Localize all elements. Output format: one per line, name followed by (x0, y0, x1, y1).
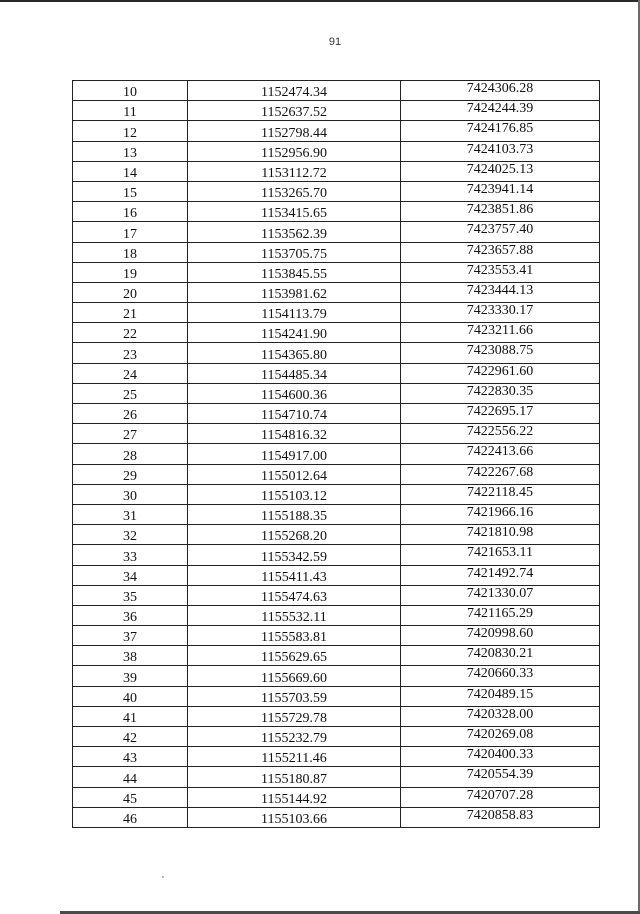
point-number-cell: 15 (73, 181, 188, 201)
x-coordinate-cell: 1155188.35 (188, 504, 401, 524)
point-number-cell: 42 (73, 727, 188, 747)
point-number-cell: 36 (73, 605, 188, 625)
table-row (73, 303, 600, 323)
table-row (73, 202, 600, 222)
table-row (73, 141, 600, 161)
y-coordinate-cell: 7423657.88 (401, 242, 600, 262)
y-coordinate-cell: 7421165.29 (401, 605, 600, 625)
y-coordinate-cell: 7424103.73 (401, 141, 600, 161)
table-row (73, 81, 600, 101)
table-row (73, 181, 600, 201)
point-number-cell: 19 (73, 262, 188, 282)
table-row (73, 343, 600, 363)
table-row (73, 747, 600, 767)
x-coordinate-cell: 1152956.90 (188, 141, 401, 161)
coordinates-table (72, 80, 600, 828)
table-row (73, 787, 600, 807)
point-number-cell: 22 (73, 323, 188, 343)
table-row (73, 706, 600, 726)
table-row (73, 363, 600, 383)
table-row (73, 424, 600, 444)
point-number-cell: 28 (73, 444, 188, 464)
y-coordinate-cell: 7422413.66 (401, 444, 600, 464)
point-number-cell: 10 (73, 81, 188, 101)
x-coordinate-cell: 1154241.90 (188, 323, 401, 343)
x-coordinate-cell: 1152798.44 (188, 121, 401, 141)
y-coordinate-cell: 7420400.33 (401, 747, 600, 767)
point-number-cell: 30 (73, 484, 188, 504)
point-number-cell: 32 (73, 525, 188, 545)
x-coordinate-cell: 1152637.52 (188, 101, 401, 121)
y-coordinate-cell: 7424244.39 (401, 101, 600, 121)
x-coordinate-cell: 1154917.00 (188, 444, 401, 464)
x-coordinate-cell: 1154113.79 (188, 303, 401, 323)
y-coordinate-cell: 7423211.66 (401, 323, 600, 343)
x-coordinate-cell: 1152474.34 (188, 81, 401, 101)
point-number-cell: 44 (73, 767, 188, 787)
point-number-cell: 27 (73, 424, 188, 444)
y-coordinate-cell: 7421810.98 (401, 525, 600, 545)
page-number: 91 (328, 36, 342, 48)
point-number-cell: 31 (73, 504, 188, 524)
table-row (73, 565, 600, 585)
y-coordinate-cell: 7424306.28 (401, 81, 600, 101)
table-row (73, 605, 600, 625)
x-coordinate-cell: 1153705.75 (188, 242, 401, 262)
table-row (73, 121, 600, 141)
table-row (73, 383, 600, 403)
table-row (73, 646, 600, 666)
x-coordinate-cell: 1153845.55 (188, 262, 401, 282)
x-coordinate-cell: 1155012.64 (188, 464, 401, 484)
point-number-cell: 40 (73, 686, 188, 706)
x-coordinate-cell: 1155180.87 (188, 767, 401, 787)
x-coordinate-cell: 1155583.81 (188, 626, 401, 646)
y-coordinate-cell: 7422118.45 (401, 484, 600, 504)
y-coordinate-cell: 7424025.13 (401, 161, 600, 181)
point-number-cell: 20 (73, 282, 188, 302)
y-coordinate-cell: 7423757.40 (401, 222, 600, 242)
point-number-cell: 24 (73, 363, 188, 383)
table-row (73, 242, 600, 262)
table-row (73, 444, 600, 464)
x-coordinate-cell: 1155669.60 (188, 666, 401, 686)
table-row (73, 404, 600, 424)
point-number-cell: 35 (73, 585, 188, 605)
x-coordinate-cell: 1153265.70 (188, 181, 401, 201)
x-coordinate-cell: 1155211.46 (188, 747, 401, 767)
y-coordinate-cell: 7423553.41 (401, 262, 600, 282)
y-coordinate-cell: 7421330.07 (401, 585, 600, 605)
scan-edge-top (0, 0, 640, 2)
x-coordinate-cell: 1155474.63 (188, 585, 401, 605)
y-coordinate-cell: 7422830.35 (401, 383, 600, 403)
table-row (73, 101, 600, 121)
point-number-cell: 34 (73, 565, 188, 585)
y-coordinate-cell: 7420489.15 (401, 686, 600, 706)
y-coordinate-cell: 7423088.75 (401, 343, 600, 363)
x-coordinate-cell: 1155103.12 (188, 484, 401, 504)
x-coordinate-cell: 1155703.59 (188, 686, 401, 706)
table-row (73, 807, 600, 827)
x-coordinate-cell: 1155411.43 (188, 565, 401, 585)
y-coordinate-cell: 7420554.39 (401, 767, 600, 787)
point-number-cell: 23 (73, 343, 188, 363)
table-row (73, 161, 600, 181)
table-row (73, 767, 600, 787)
x-coordinate-cell: 1153415.65 (188, 202, 401, 222)
point-number-cell: 26 (73, 404, 188, 424)
x-coordinate-cell: 1154365.80 (188, 343, 401, 363)
y-coordinate-cell: 7422961.60 (401, 363, 600, 383)
point-number-cell: 17 (73, 222, 188, 242)
table-row (73, 525, 600, 545)
point-number-cell: 45 (73, 787, 188, 807)
x-coordinate-cell: 1155532.11 (188, 605, 401, 625)
y-coordinate-cell: 7420707.28 (401, 787, 600, 807)
x-coordinate-cell: 1153981.62 (188, 282, 401, 302)
point-number-cell: 25 (73, 383, 188, 403)
x-coordinate-cell: 1155144.92 (188, 787, 401, 807)
x-coordinate-cell: 1155729.78 (188, 706, 401, 726)
table-row (73, 282, 600, 302)
table-row (73, 626, 600, 646)
point-number-cell: 14 (73, 161, 188, 181)
x-coordinate-cell: 1155232.79 (188, 727, 401, 747)
y-coordinate-cell: 7420998.60 (401, 626, 600, 646)
table-row (73, 545, 600, 565)
y-coordinate-cell: 7424176.85 (401, 121, 600, 141)
x-coordinate-cell: 1155342.59 (188, 545, 401, 565)
table-row (73, 323, 600, 343)
coordinates-table-body (73, 81, 600, 828)
scan-speck (162, 876, 164, 878)
table-row (73, 484, 600, 504)
point-number-cell: 16 (73, 202, 188, 222)
table-row (73, 686, 600, 706)
y-coordinate-cell: 7422695.17 (401, 404, 600, 424)
point-number-cell: 33 (73, 545, 188, 565)
x-coordinate-cell: 1153562.39 (188, 222, 401, 242)
point-number-cell: 37 (73, 626, 188, 646)
y-coordinate-cell: 7422267.68 (401, 464, 600, 484)
x-coordinate-cell: 1153112.72 (188, 161, 401, 181)
point-number-cell: 12 (73, 121, 188, 141)
table-row (73, 585, 600, 605)
y-coordinate-cell: 7420858.83 (401, 807, 600, 827)
point-number-cell: 11 (73, 101, 188, 121)
y-coordinate-cell: 7420660.33 (401, 666, 600, 686)
y-coordinate-cell: 7423330.17 (401, 303, 600, 323)
x-coordinate-cell: 1154710.74 (188, 404, 401, 424)
y-coordinate-cell: 7420269.08 (401, 727, 600, 747)
y-coordinate-cell: 7423444.13 (401, 282, 600, 302)
x-coordinate-cell: 1155103.66 (188, 807, 401, 827)
y-coordinate-cell: 7421653.11 (401, 545, 600, 565)
y-coordinate-cell: 7420830.21 (401, 646, 600, 666)
table-row (73, 262, 600, 282)
y-coordinate-cell: 7421492.74 (401, 565, 600, 585)
point-number-cell: 29 (73, 464, 188, 484)
point-number-cell: 39 (73, 666, 188, 686)
table-row (73, 727, 600, 747)
x-coordinate-cell: 1154485.34 (188, 363, 401, 383)
y-coordinate-cell: 7421966.16 (401, 504, 600, 524)
x-coordinate-cell: 1154816.32 (188, 424, 401, 444)
table-row (73, 666, 600, 686)
point-number-cell: 21 (73, 303, 188, 323)
y-coordinate-cell: 7423941.14 (401, 181, 600, 201)
y-coordinate-cell: 7420328.00 (401, 706, 600, 726)
x-coordinate-cell: 1155629.65 (188, 646, 401, 666)
point-number-cell: 18 (73, 242, 188, 262)
table-row (73, 222, 600, 242)
point-number-cell: 41 (73, 706, 188, 726)
y-coordinate-cell: 7422556.22 (401, 424, 600, 444)
point-number-cell: 43 (73, 747, 188, 767)
point-number-cell: 38 (73, 646, 188, 666)
point-number-cell: 46 (73, 807, 188, 827)
point-number-cell: 13 (73, 141, 188, 161)
table-row (73, 464, 600, 484)
x-coordinate-cell: 1154600.36 (188, 383, 401, 403)
x-coordinate-cell: 1155268.20 (188, 525, 401, 545)
y-coordinate-cell: 7423851.86 (401, 202, 600, 222)
table-row (73, 504, 600, 524)
